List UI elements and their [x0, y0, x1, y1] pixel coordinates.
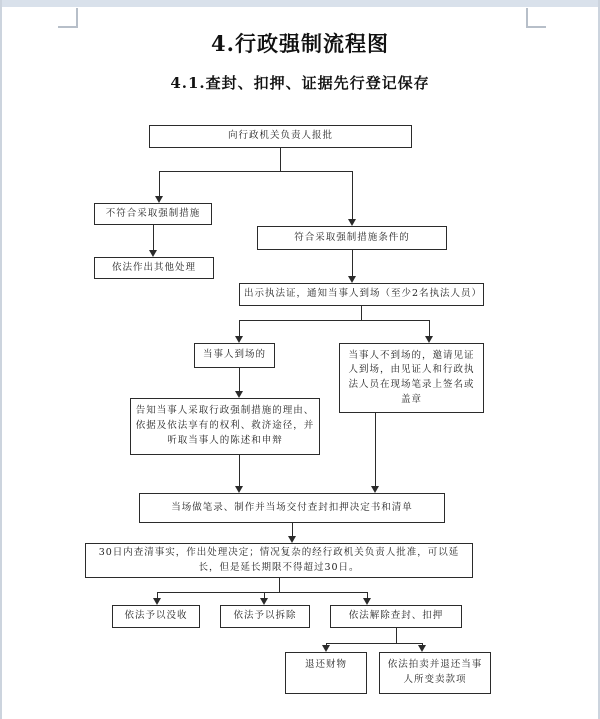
node-meet-conditions: 符合采取强制措施条件的 [257, 226, 447, 250]
node-inform-rights: 告知当事人采取行政强制措施的理由、依据及依法享有的权利、救济途径，并听取当事人的陈述和申辩 [130, 398, 320, 455]
connector-line [352, 171, 353, 220]
arrow-down-icon [149, 250, 157, 257]
connector-line [157, 592, 368, 593]
node-auction-refund: 依法拍卖并退还当事人所变卖款项 [379, 652, 491, 694]
connector-line [280, 148, 281, 171]
arrow-down-icon [348, 276, 356, 283]
node-show-law-enforcement-id: 出示执法证，通知当事人到场（至少2名执法人员） [239, 283, 484, 306]
arrow-down-icon [288, 536, 296, 543]
connector-line [239, 455, 240, 487]
crop-mark-top-right [526, 8, 546, 28]
connector-line [429, 320, 430, 337]
arrow-down-icon [363, 598, 371, 605]
arrow-down-icon [425, 336, 433, 343]
connector-line [239, 368, 240, 392]
arrow-down-icon [235, 486, 243, 493]
node-party-absent-witness: 当事人不到场的，邀请见证人到场，由见证人和行政执法人员在现场笔录上签名或盖章 [339, 343, 484, 413]
node-onsite-record: 当场做笔录、制作并当场交付查封扣押决定书和清单 [139, 493, 445, 523]
connector-line [239, 320, 430, 321]
arrow-down-icon [155, 196, 163, 203]
arrow-down-icon [418, 645, 426, 652]
connector-line [279, 578, 280, 593]
connector-line [292, 523, 293, 537]
connector-line [375, 413, 376, 487]
connector-line [326, 643, 423, 644]
arrow-down-icon [235, 336, 243, 343]
page-subtitle: 4.1.查封、扣押、证据先行登记保存 [170, 74, 430, 92]
node-not-meet-conditions: 不符合采取强制措施 [94, 203, 212, 225]
connector-line [159, 171, 160, 197]
node-report-to-leader: 向行政机关负责人报批 [149, 125, 412, 148]
node-confiscate: 依法予以没收 [112, 605, 200, 628]
page-title: 4.行政强制流程图 [211, 31, 389, 56]
node-30-day-decision: 30日内查清事实，作出处理决定；情况复杂的经行政机关负责人批准，可以延长，但是延长期限不得超过30日。 [85, 543, 473, 578]
arrow-down-icon [153, 598, 161, 605]
connector-line [153, 225, 154, 251]
node-demolish: 依法予以拆除 [220, 605, 310, 628]
node-release-seizure: 依法解除查封、扣押 [330, 605, 462, 628]
arrow-down-icon [322, 645, 330, 652]
arrow-down-icon [235, 391, 243, 398]
connector-line [239, 320, 240, 337]
connector-line [396, 628, 397, 644]
connector-line [361, 306, 362, 321]
node-party-present: 当事人到场的 [194, 343, 275, 368]
crop-mark-top-left [58, 8, 78, 28]
page-top-margin [2, 0, 600, 7]
arrow-down-icon [260, 598, 268, 605]
connector-line [159, 171, 353, 172]
connector-line [352, 250, 353, 277]
arrow-down-icon [348, 219, 356, 226]
arrow-down-icon [371, 486, 379, 493]
node-return-property: 退还财物 [285, 652, 367, 694]
node-other-handling: 依法作出其他处理 [94, 257, 214, 279]
